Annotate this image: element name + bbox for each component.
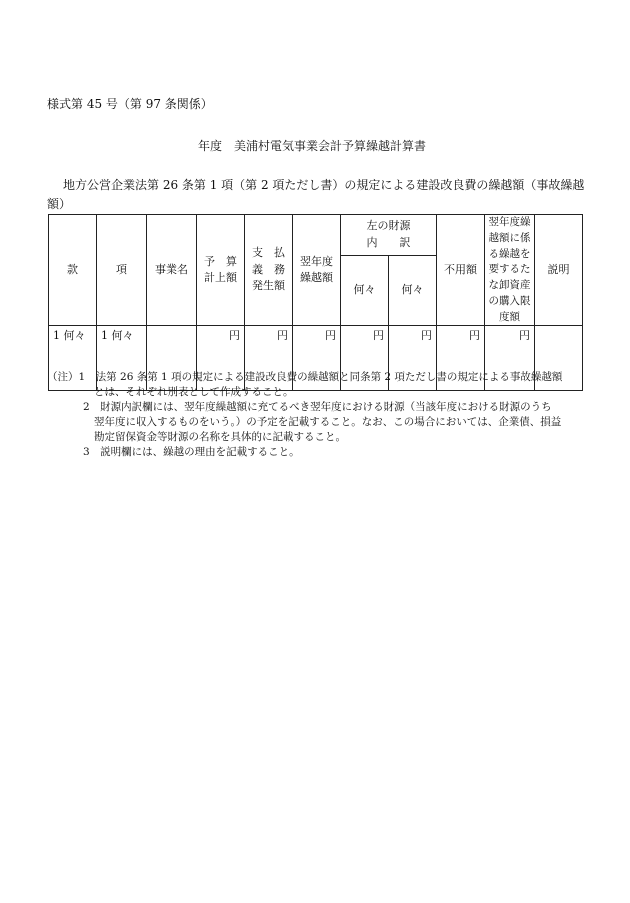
header-kou: 項 (97, 215, 147, 326)
note-3: 3 説明欄には、繰越の理由を記載すること。 (83, 446, 300, 458)
header-jigyomei: 事業名 (147, 215, 197, 326)
subtitle-line-1: 地方公営企業法第 26 条第 1 項（第 2 項ただし書）の規定による建設改良費の繰越額（事故繰越 (63, 178, 585, 192)
cell-yosan: 円 (197, 326, 245, 391)
cell-fuyogaku: 円 (437, 326, 485, 391)
header-naninani-1: 何々 (341, 255, 389, 326)
note-2-line-2: 翌年度に収入するものをいう。）の予定を記載すること。なお、この場合においては、企業債、損益 (94, 416, 562, 428)
cell-shiharai: 円 (245, 326, 293, 391)
note-1-line-2: とは、それぞれ別表として作成すること。 (94, 386, 294, 398)
subtitle-line-2: 額） (47, 197, 72, 211)
header-shiharai: 支 払 義 務 発生額 (245, 215, 293, 326)
carryover-table (48, 214, 583, 391)
header-kounyu: 翌年度繰 越額に係 る繰越を 要するた な卸資産 の購入限 度額 (485, 215, 535, 326)
notes (47, 370, 562, 460)
header-kan: 款 (49, 215, 97, 326)
cell-kou: 1 何々 (97, 326, 147, 391)
cell-kan: 1 何々 (49, 326, 97, 391)
cell-naninani-2: 円 (389, 326, 437, 391)
header-zaigen: 左の財源 内 訳 (341, 215, 437, 256)
cell-naninani-1: 円 (341, 326, 389, 391)
header-naninani-2: 何々 (389, 255, 437, 326)
note-2-line-1: 2 財源内訳欄には、翌年度繰越額に充てるべき翌年度における財源（当該年度における財源のうち (83, 401, 552, 413)
header-yosan: 予 算 計上額 (197, 215, 245, 326)
header-fuyogaku: 不用額 (437, 215, 485, 326)
cell-kounyu: 円 (485, 326, 535, 391)
cell-yokunendo: 円 (293, 326, 341, 391)
header-setsumei: 説明 (535, 215, 583, 326)
form-number: 様式第 45 号（第 97 条関係） (47, 97, 213, 111)
note-2-line-3: 勘定留保資金等財源の名称を具体的に記載すること。 (94, 431, 346, 443)
header-yokunendo: 翌年度 繰越額 (293, 215, 341, 326)
note-1-line-1: （注）1 法第 26 条第 1 項の規定による建設改良費の繰越額と同条第 2 項ただし書の規定による事故繰越額 (47, 371, 563, 383)
document-title: 年度 美浦村電気事業会計予算繰越計算書 (198, 139, 427, 153)
